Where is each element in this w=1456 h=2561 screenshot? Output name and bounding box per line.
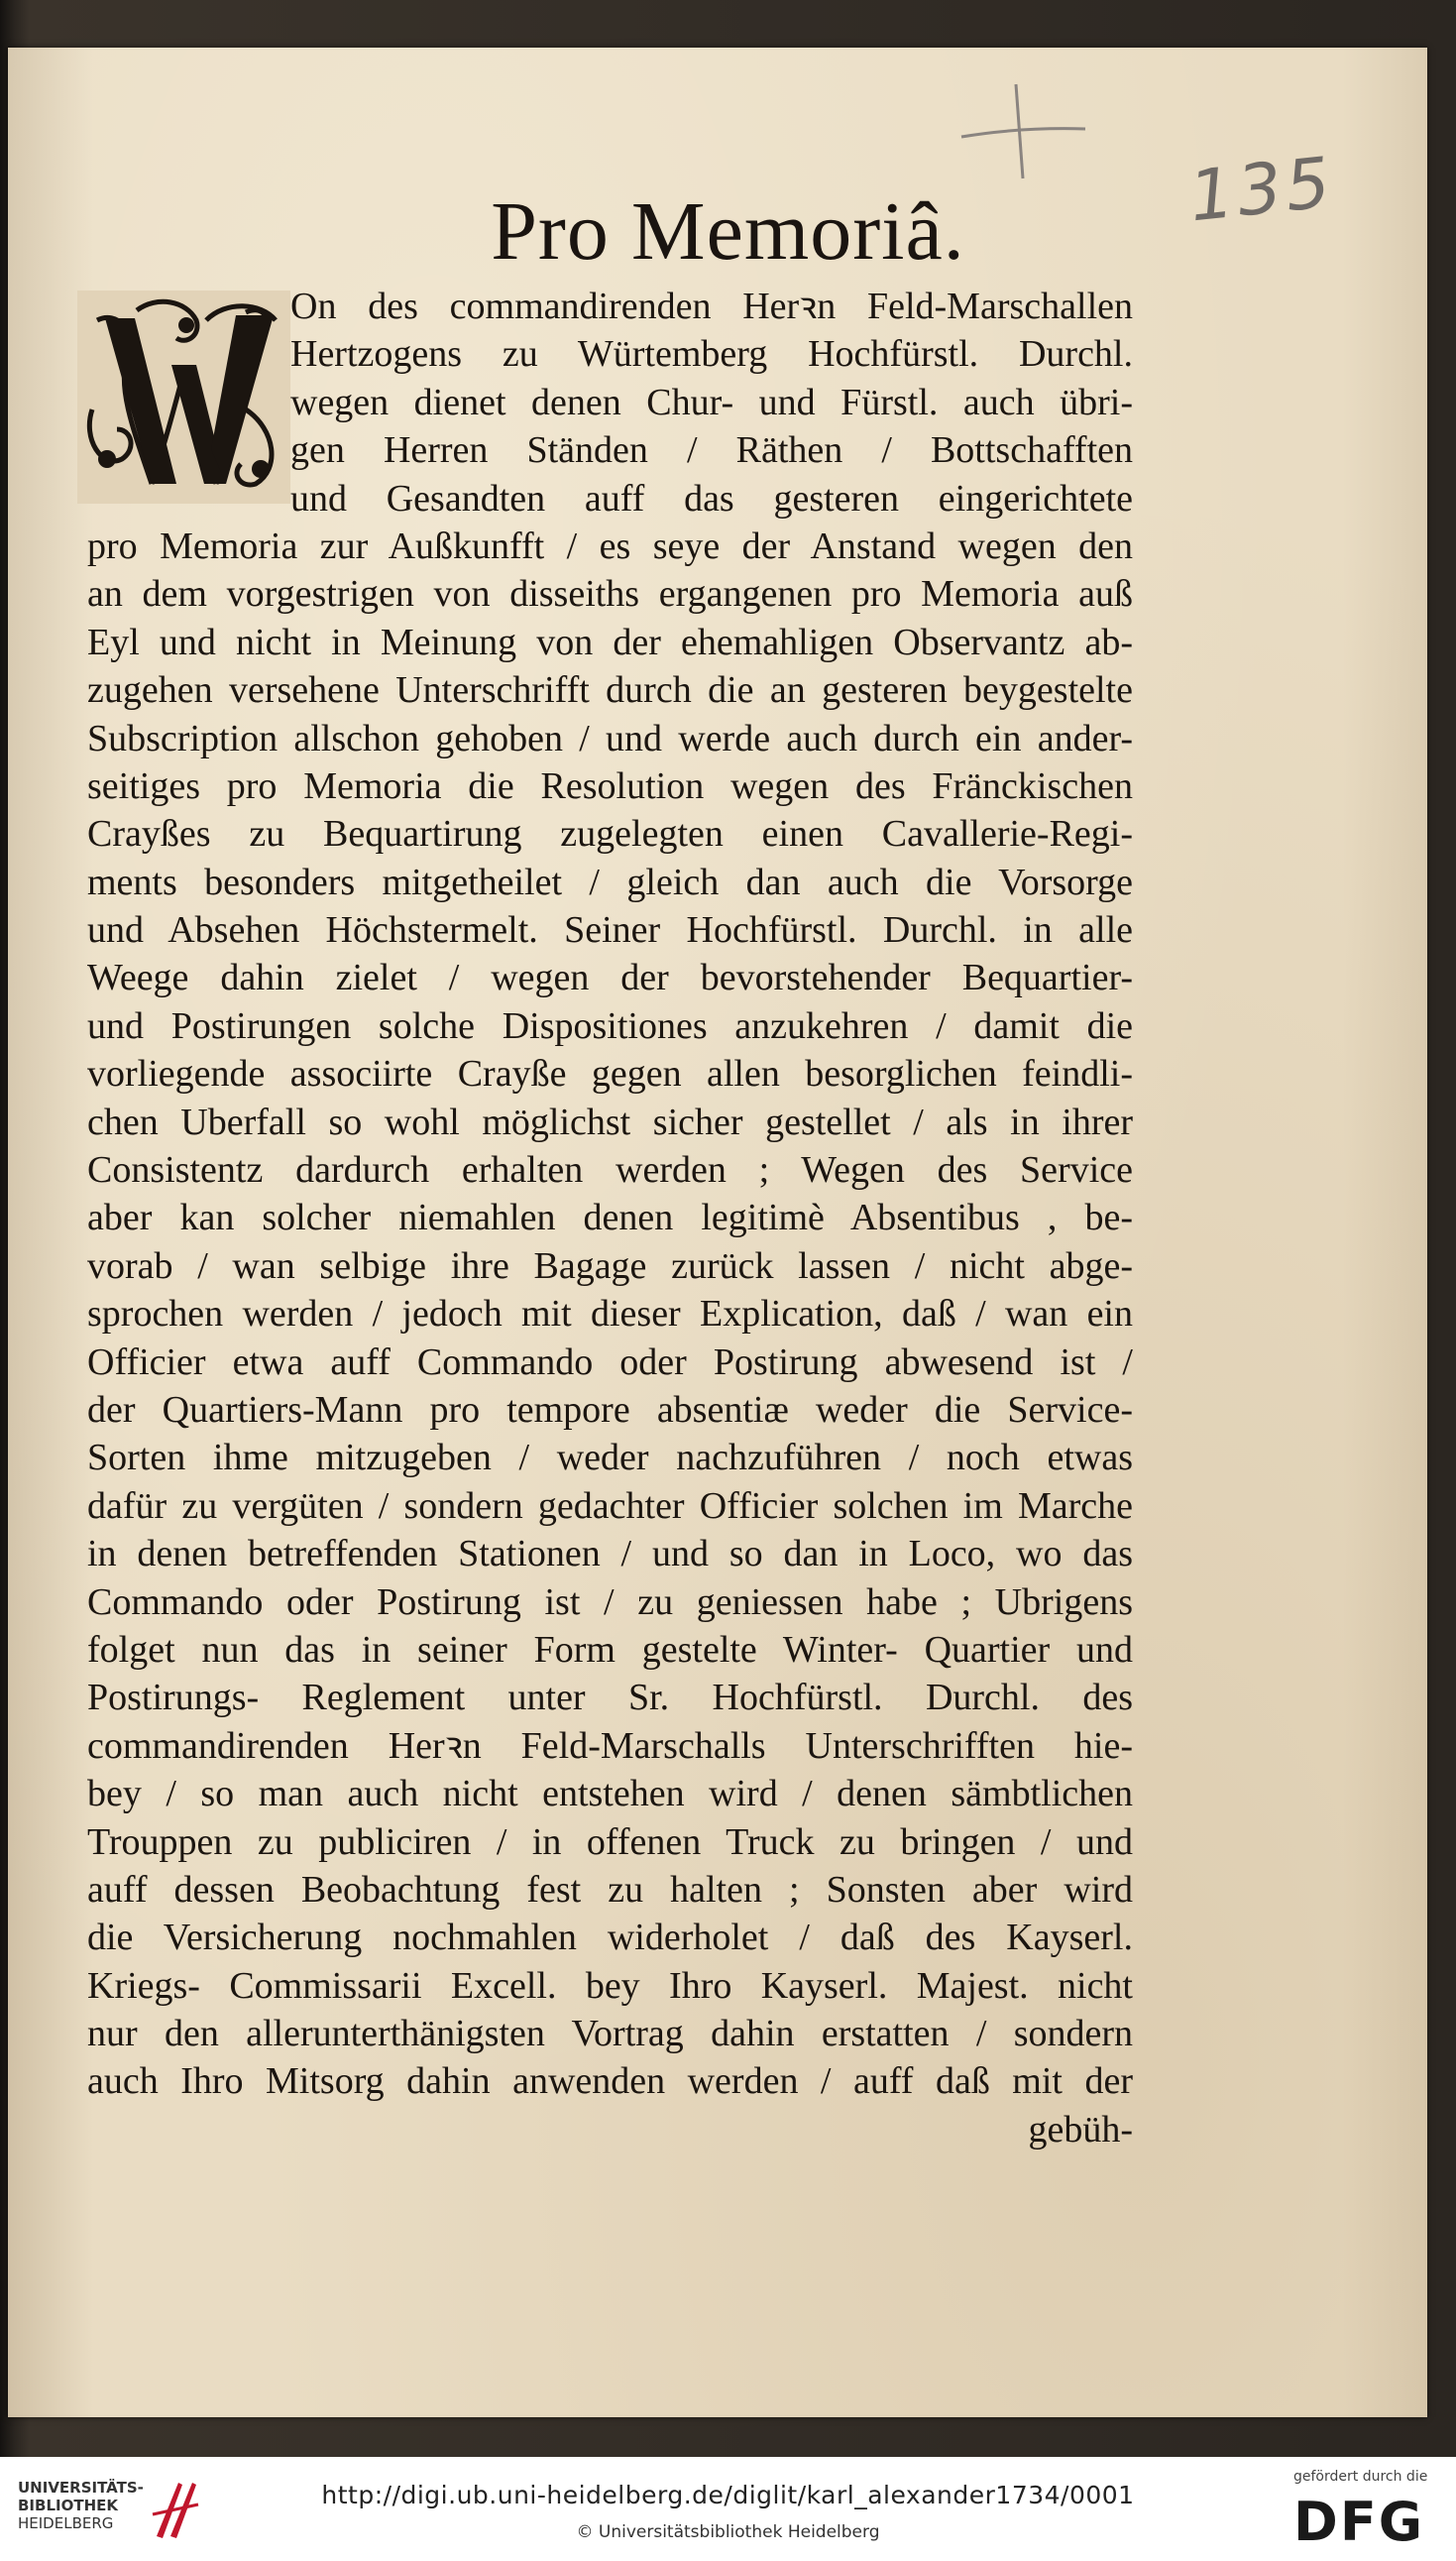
text-line: Crayßes zu Bequartirung zugelegten einen Cavallerie-Regi- xyxy=(87,813,1133,856)
permalink-url[interactable]: http://digi.ub.uni-heidelberg.de/diglit/karl_alexander1734/0001 xyxy=(321,2481,1135,2509)
text-line: Weege dahin zielet / wegen der bevorstehender Bequartier- xyxy=(87,957,1133,999)
text-line: wegen dienet denen Chur- und Fürstl. auch übri- xyxy=(290,381,1133,423)
text-line: bey / so man auch nicht entstehen wird / denen sämbtlichen xyxy=(87,1773,1133,1815)
text-line: Commando oder Postirung ist / zu geniessen habe ; Ubrigens xyxy=(87,1580,1133,1623)
text-line: aber kan solcher niemahlen denen legitimè Absentibus , be- xyxy=(87,1197,1133,1239)
text-line: und Absehen Höchstermelt. Seiner Hochfürstl. Durchl. in alle xyxy=(87,909,1133,952)
text-line: gen Herren Ständen / Räthen / Bottschafften xyxy=(290,429,1133,472)
library-name-line: UNIVERSITÄTS- xyxy=(18,2479,144,2497)
text-line: Postirungs- Reglement unter Sr. Hochfürstl. Durchl. des xyxy=(87,1677,1133,1719)
text-line: ments besonders mitgetheilet / gleich dan auch die Vorsorge xyxy=(87,861,1133,903)
text-line: On des commandirenden Herꝛn Feld-Marschallen xyxy=(290,286,1133,327)
document-title: Pro Memoriâ. xyxy=(491,185,965,278)
text-line: pro Memoria zur Außkunfft / es seye der Anstand wegen den xyxy=(87,524,1133,567)
text-line: zugehen versehene Unterschrifft durch die an gesteren beygestelte xyxy=(87,669,1133,712)
text-line: und Postirungen solche Dispositiones anzukehren / damit die xyxy=(87,1004,1133,1047)
text-line: auff dessen Beobachtung fest zu halten ; Sonsten aber wird xyxy=(87,1868,1133,1911)
text-line: vorab / wan selbige ihre Bagage zurück lassen / nicht abge- xyxy=(87,1244,1133,1287)
text-line: chen Uberfall so wohl möglichst sicher gestellet / als in ihrer xyxy=(87,1101,1133,1143)
text-line: in denen betreffenden Stationen / und so dan in Loco, wo das xyxy=(87,1533,1133,1575)
dfg-logo: DFG xyxy=(1293,2491,1425,2553)
library-name-line: BIBLIOTHEK xyxy=(18,2497,118,2514)
text-line: Sorten ihme mitzugeben / weder nachzuführen / noch etwas xyxy=(87,1437,1133,1479)
copyright-notice: © Universitätsbibliothek Heidelberg xyxy=(576,2522,880,2542)
text-line: commandirenden Herꝛn Feld-Marschalls Unterschrifften hie- xyxy=(87,1724,1133,1767)
body-text xyxy=(87,283,1133,2154)
text-line: und Gesandten auff das gesteren eingerichtete xyxy=(290,477,1133,520)
text-line: Eyl und nicht in Meinung von der ehemahligen Observantz ab- xyxy=(87,621,1133,663)
funding-label: gefördert durch die xyxy=(1293,2469,1428,2485)
text-line: die Versicherung nochmahlen widerholet / daß des Kayserl. xyxy=(87,1917,1133,1959)
text-line: Subscription allschon gehoben / und werde auch durch ein ander- xyxy=(87,717,1133,759)
text-line: der Quartiers-Mann pro tempore absentiæ weder die Service- xyxy=(87,1388,1133,1431)
text-line: folget nun das in seiner Form gestelte Winter- Quartier und xyxy=(87,1628,1133,1671)
text-line: Trouppen zu publiciren / in offenen Truck zu bringen / und xyxy=(87,1820,1133,1863)
text-line: dafür zu vergüten / sondern gedachter Officier solchen im Marche xyxy=(87,1484,1133,1527)
text-line: Hertzogens zu Würtemberg Hochfürstl. Durchl. xyxy=(290,333,1133,376)
text-line: nur den allerunterthänigsten Vortrag dahin erstatten / sondern xyxy=(87,2013,1133,2055)
folio-number: 135 xyxy=(1185,141,1338,238)
text-line: Officier etwa auff Commando oder Postirung abwesend ist / xyxy=(87,1340,1133,1383)
viewer-footer xyxy=(0,2457,1456,2561)
library-name-line: HEIDELBERG xyxy=(18,2514,114,2532)
pencil-cross-mark xyxy=(952,79,1090,188)
catchword: gebüh- xyxy=(1028,2108,1133,2151)
text-line: seitiges pro Memoria die Resolution wegen des Fränckischen xyxy=(87,764,1133,807)
text-line: Kriegs- Commissarii Excell. bey Ihro Kayserl. Majest. nicht xyxy=(87,1964,1133,2007)
text-line: auch Ihro Mitsorg dahin anwenden werden / auff daß mit der xyxy=(87,2060,1133,2103)
text-line: sprochen werden / jedoch mit dieser Explication, daß / wan ein xyxy=(87,1293,1133,1336)
text-line: vorliegende associirte Crayße gegen allen besorglichen feindli- xyxy=(87,1053,1133,1096)
text-line: Consistentz dardurch erhalten werden ; Wegen des Service xyxy=(87,1149,1133,1192)
text-line: an dem vorgestrigen von disseiths ergangenen pro Memoria auß xyxy=(87,573,1133,616)
